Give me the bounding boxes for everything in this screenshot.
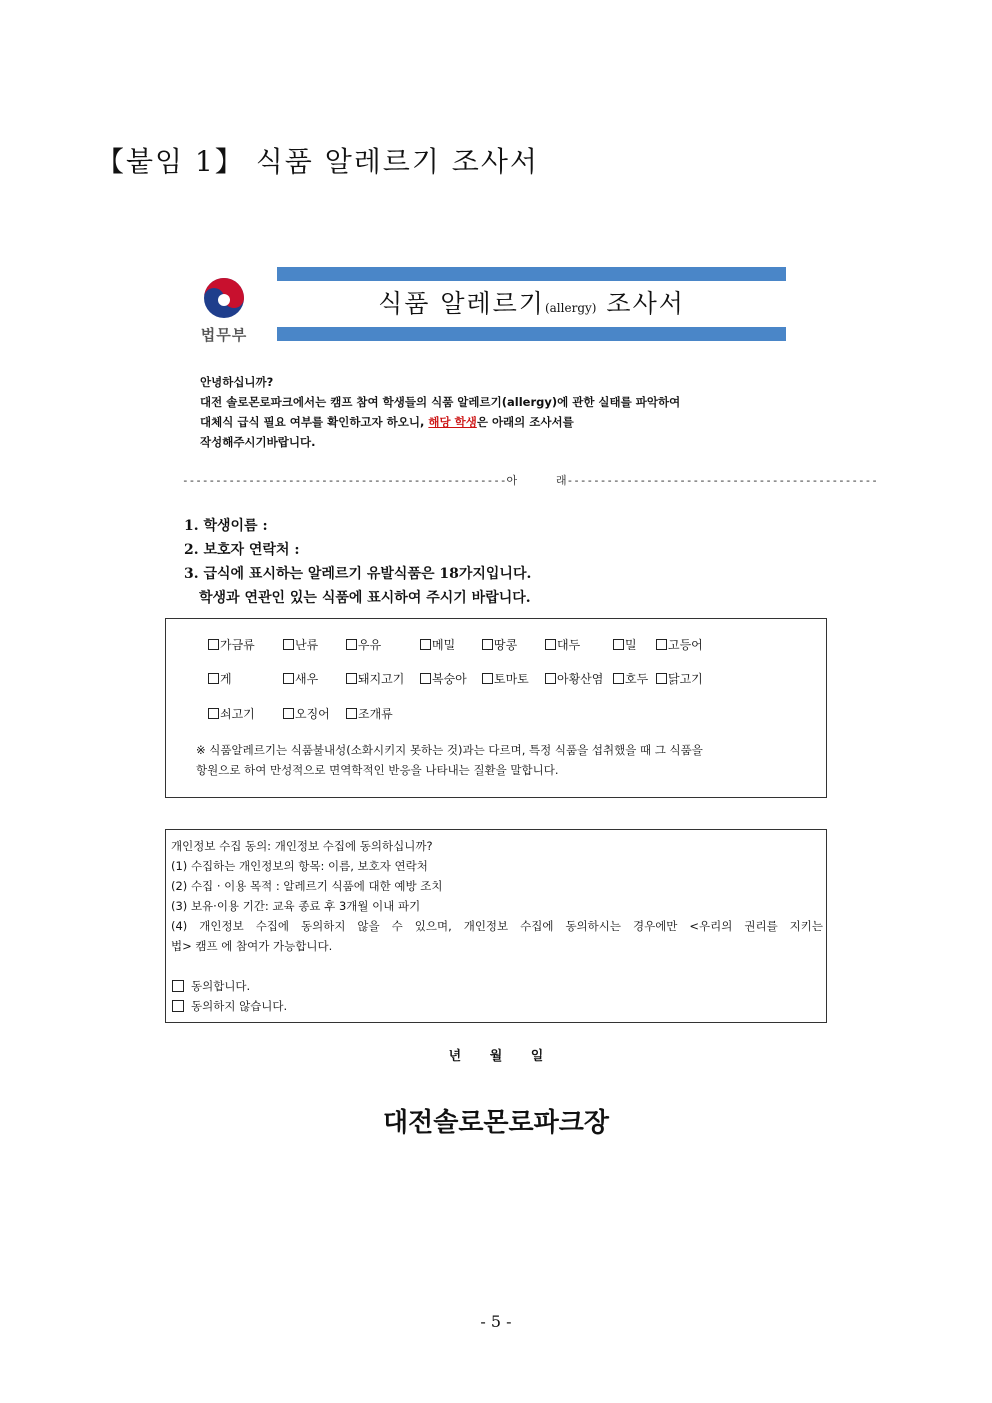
checkbox-icon bbox=[656, 639, 667, 650]
checkbox-icon bbox=[346, 673, 357, 684]
intro-line-3 bbox=[200, 412, 800, 432]
intro-greeting: 안녕하십니까? bbox=[200, 375, 274, 389]
allergen-checkbox[interactable]: 토마토 bbox=[482, 670, 529, 687]
questions bbox=[184, 514, 531, 610]
intro-line-2: 대전 솔로몬로파크에서는 캠프 참여 학생들의 식품 알레르기(allergy)에 관한 실태를 파악하여 bbox=[200, 395, 681, 409]
allergen-checkbox[interactable]: 메밀 bbox=[420, 636, 455, 653]
checkbox-icon bbox=[346, 708, 357, 719]
question-guardian-contact: 2. 보호자 연락처 : bbox=[184, 542, 300, 558]
signature: 대전솔로몬로파크장 bbox=[382, 1108, 610, 1138]
checkbox-icon bbox=[420, 639, 431, 650]
privacy-item-2: (2) 수집 · 이용 목적 : 알레르기 식품에 대한 예방 조치 bbox=[171, 879, 443, 893]
allergen-checkbox[interactable]: 새우 bbox=[283, 670, 318, 687]
allergen-checkbox[interactable]: 아황산염 bbox=[545, 670, 603, 687]
allergen-checkbox[interactable]: 우유 bbox=[346, 636, 381, 653]
intro-line-3-start: 대체식 급식 필요 여부를 확인하고자 하오니, bbox=[200, 415, 425, 429]
divider-right: 래----------------------------------------------- bbox=[556, 474, 878, 487]
divider-left: -------------------------------------------------아 bbox=[182, 474, 518, 487]
checkbox-icon bbox=[613, 639, 624, 650]
ministry-logo bbox=[196, 276, 252, 345]
question-allergens-instruction: 학생과 연관인 있는 식품에 표시하여 주시기 바랍니다. bbox=[199, 590, 531, 606]
checkbox-icon bbox=[208, 639, 219, 650]
allergen-checkbox[interactable]: 조개류 bbox=[346, 705, 393, 722]
question-student-name: 1. 학생이름 : bbox=[184, 518, 268, 534]
allergen-checkbox[interactable]: 돼지고기 bbox=[346, 670, 404, 687]
allergen-checkbox[interactable]: 가금류 bbox=[208, 636, 255, 653]
privacy-title: 개인정보 수집 동의: 개인정보 수집에 동의하십니까? bbox=[171, 839, 433, 853]
allergen-checkbox[interactable]: 고등어 bbox=[656, 636, 703, 653]
checkbox-icon bbox=[172, 1000, 184, 1012]
intro-line-3-end: 은 아래의 조사서를 bbox=[476, 415, 574, 429]
allergen-checkbox[interactable]: 복숭아 bbox=[420, 670, 467, 687]
consent-disagree-label: 동의하지 않습니다. bbox=[191, 999, 288, 1013]
document-heading: 【붙임 1】 식품 알레르기 조사서 bbox=[96, 145, 539, 178]
checkbox-icon bbox=[482, 673, 493, 684]
allergen-checkbox[interactable]: 난류 bbox=[283, 636, 318, 653]
privacy-item-1: (1) 수집하는 개인정보의 항목: 이름, 보호자 연락처 bbox=[171, 859, 428, 873]
checkbox-icon bbox=[346, 639, 357, 650]
question-allergens: 3. 급식에 표시하는 알레르기 유발식품은 18가지입니다. bbox=[184, 566, 532, 582]
checkbox-icon bbox=[283, 673, 294, 684]
allergy-note-line-2: 항원으로 하여 만성적으로 면역학적인 반응을 나타내는 질환을 말합니다. bbox=[196, 763, 559, 777]
form-title-end: 조사서 bbox=[606, 289, 685, 318]
form-title-main: 식품 알레르기 bbox=[378, 289, 545, 318]
checkbox-icon bbox=[482, 639, 493, 650]
target-student-emphasis: 해당 학생 bbox=[428, 415, 477, 429]
consent-agree-label: 동의합니다. bbox=[191, 979, 251, 993]
checkbox-icon bbox=[420, 673, 431, 684]
allergen-checkbox[interactable]: 쇠고기 bbox=[208, 705, 255, 722]
allergen-checkbox[interactable]: 땅콩 bbox=[482, 636, 517, 653]
allergy-note-line-1: ※ 식품알레르기는 식품불내성(소화시키지 못하는 것)과는 다르며, 특정 식품을 섭취했을 때 그 식품을 bbox=[196, 743, 703, 757]
privacy-item-3: (3) 보유·이용 기간: 교육 종료 후 3개월 이내 파기 bbox=[171, 899, 421, 913]
privacy-consent-text bbox=[171, 836, 823, 1016]
allergen-checkbox[interactable]: 밀 bbox=[613, 636, 637, 653]
intro-line-4: 작성해주시기바랍니다. bbox=[200, 435, 316, 449]
allergy-note bbox=[196, 740, 796, 780]
consent-disagree-checkbox[interactable] bbox=[171, 996, 823, 1016]
date-line: 년 월 일 bbox=[448, 1049, 544, 1064]
page-number: - 5 - bbox=[480, 1312, 512, 1331]
form-title bbox=[277, 284, 786, 320]
consent-agree-checkbox[interactable] bbox=[171, 976, 823, 996]
checkbox-icon bbox=[613, 673, 624, 684]
checkbox-icon bbox=[283, 708, 294, 719]
allergen-checkbox[interactable]: 대두 bbox=[545, 636, 580, 653]
allergen-checkbox[interactable]: 게 bbox=[208, 670, 232, 687]
checkbox-icon bbox=[208, 673, 219, 684]
checkbox-icon bbox=[545, 673, 556, 684]
spacer bbox=[171, 956, 823, 976]
checkbox-icon bbox=[283, 639, 294, 650]
taegeuk-emblem-icon bbox=[202, 276, 246, 320]
title-bar-bottom bbox=[277, 327, 786, 341]
title-bar-top bbox=[277, 267, 786, 281]
privacy-item-4: (4) 개인정보 수집에 동의하지 않을 수 있으며, 개인정보 수집에 동의하시는 경우에만 <우리의 권리를 지키는 bbox=[171, 919, 823, 933]
logo-label: 법무부 bbox=[200, 326, 248, 344]
allergen-checkbox[interactable]: 오징어 bbox=[283, 705, 330, 722]
checkbox-icon bbox=[656, 673, 667, 684]
checkbox-icon bbox=[545, 639, 556, 650]
privacy-item-4-cont: 법> 캠프 에 참여가 가능합니다. bbox=[171, 939, 333, 953]
checkbox-icon bbox=[172, 980, 184, 992]
intro-text bbox=[200, 372, 800, 452]
form-title-paren: (allergy) bbox=[544, 301, 597, 315]
checkbox-icon bbox=[208, 708, 219, 719]
allergen-checkbox[interactable]: 닭고기 bbox=[656, 670, 703, 687]
allergen-checkbox[interactable]: 호두 bbox=[613, 670, 648, 687]
